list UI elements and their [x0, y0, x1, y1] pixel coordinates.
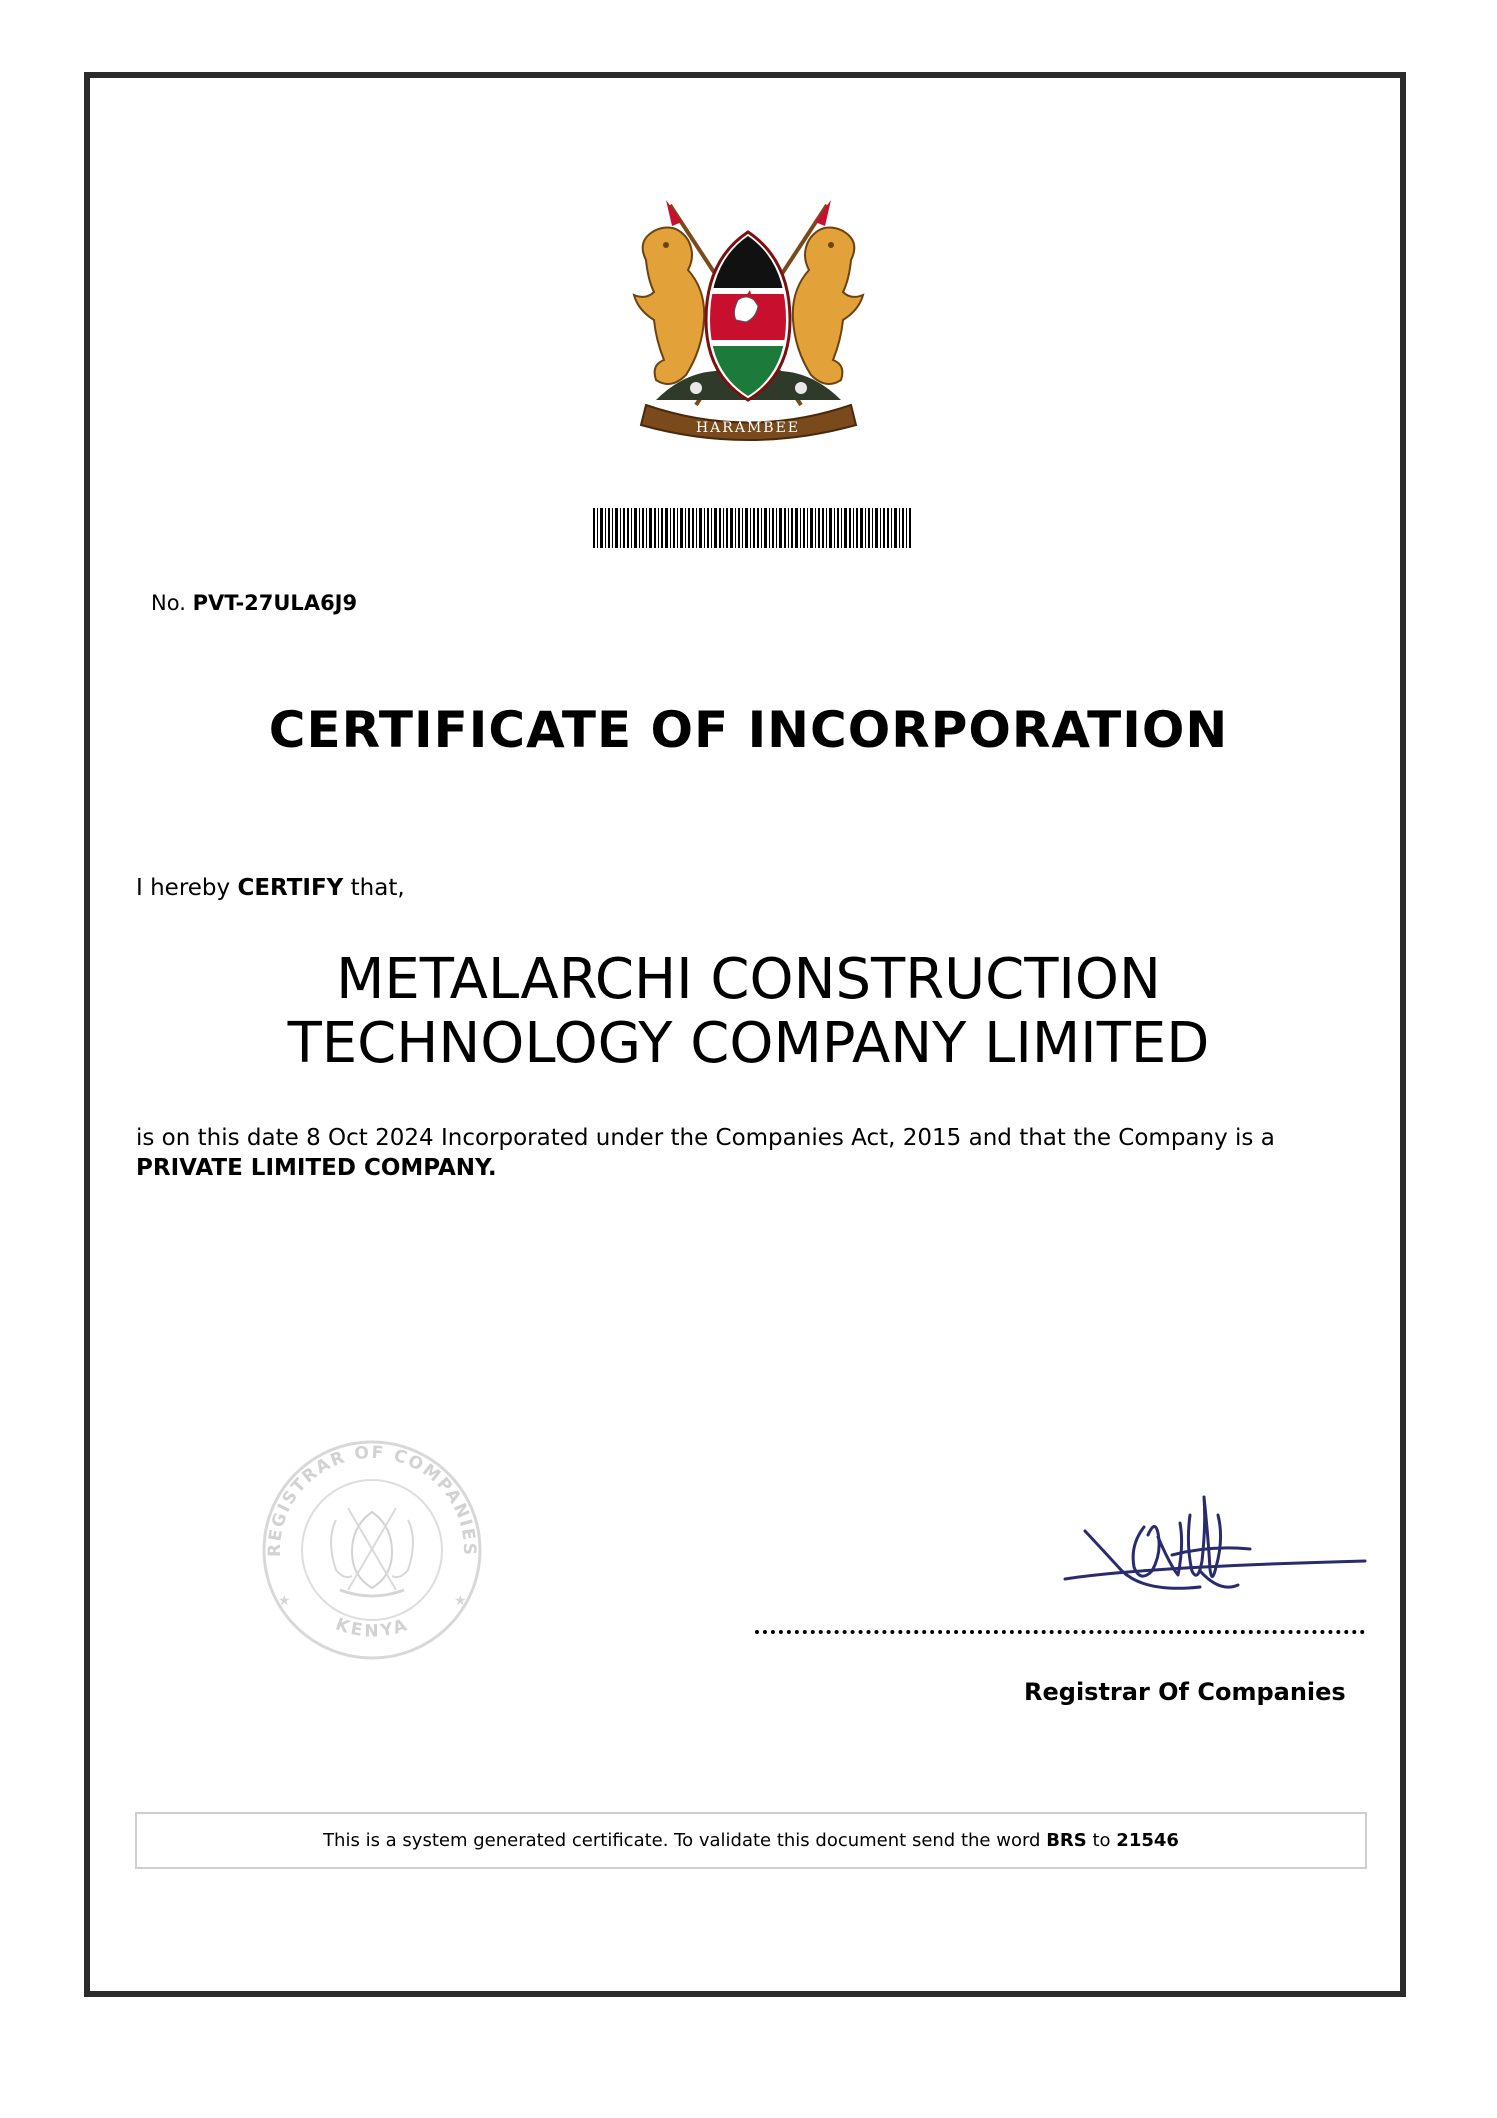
company-name — [0, 948, 1497, 1076]
certificate-number — [151, 590, 357, 616]
certificate-title: CERTIFICATE OF INCORPORATION — [268, 701, 1229, 759]
svg-text:KENYA — [333, 1614, 412, 1641]
seal-bottom-text: KENYA — [332, 1614, 413, 1642]
motto-text: HARAMBEE — [695, 420, 801, 436]
svg-text:★: ★ — [454, 1593, 467, 1609]
svg-text:★: ★ — [278, 1593, 291, 1609]
company-name-line1: METALARCHI CONSTRUCTION — [336, 947, 1161, 1012]
certificate-number-prefix: No. — [151, 591, 186, 615]
barcode-icon — [593, 508, 911, 548]
certify-word: CERTIFY — [237, 875, 344, 901]
certify-pre: I hereby — [136, 875, 231, 901]
validation-keyword: BRS — [1046, 1830, 1087, 1851]
svg-text:REGISTRAR OF COMPANIES — [265, 1443, 479, 1557]
validation-text: This is a system generated certificate. To validate this document send the word — [323, 1830, 1041, 1851]
certificate-number-value: PVT-27ULA6J9 — [192, 591, 358, 615]
registrar-seal-icon — [240, 1430, 505, 1670]
validation-notice — [135, 1812, 1367, 1869]
registrar-signature-icon — [1060, 1475, 1370, 1610]
validation-shortcode: 21546 — [1116, 1830, 1179, 1851]
certify-statement — [136, 873, 405, 903]
company-type: PRIVATE LIMITED COMPANY. — [136, 1155, 497, 1181]
signature-line — [755, 1630, 1365, 1634]
incorporation-statement — [136, 1123, 1376, 1183]
incorporation-details: is on this date 8 Oct 2024 Incorporated under the Companies Act, 2015 and that the Company is a — [136, 1125, 1275, 1151]
signatory-title: Registrar Of Companies — [1024, 1678, 1346, 1706]
company-name-line2: TECHNOLOGY COMPANY LIMITED — [287, 1011, 1210, 1076]
certify-post: that, — [350, 875, 405, 901]
validation-connector: to — [1092, 1830, 1111, 1851]
seal-top-text: REGISTRAR OF COMPANIES — [264, 1442, 480, 1558]
coat-of-arms-icon — [626, 200, 871, 450]
